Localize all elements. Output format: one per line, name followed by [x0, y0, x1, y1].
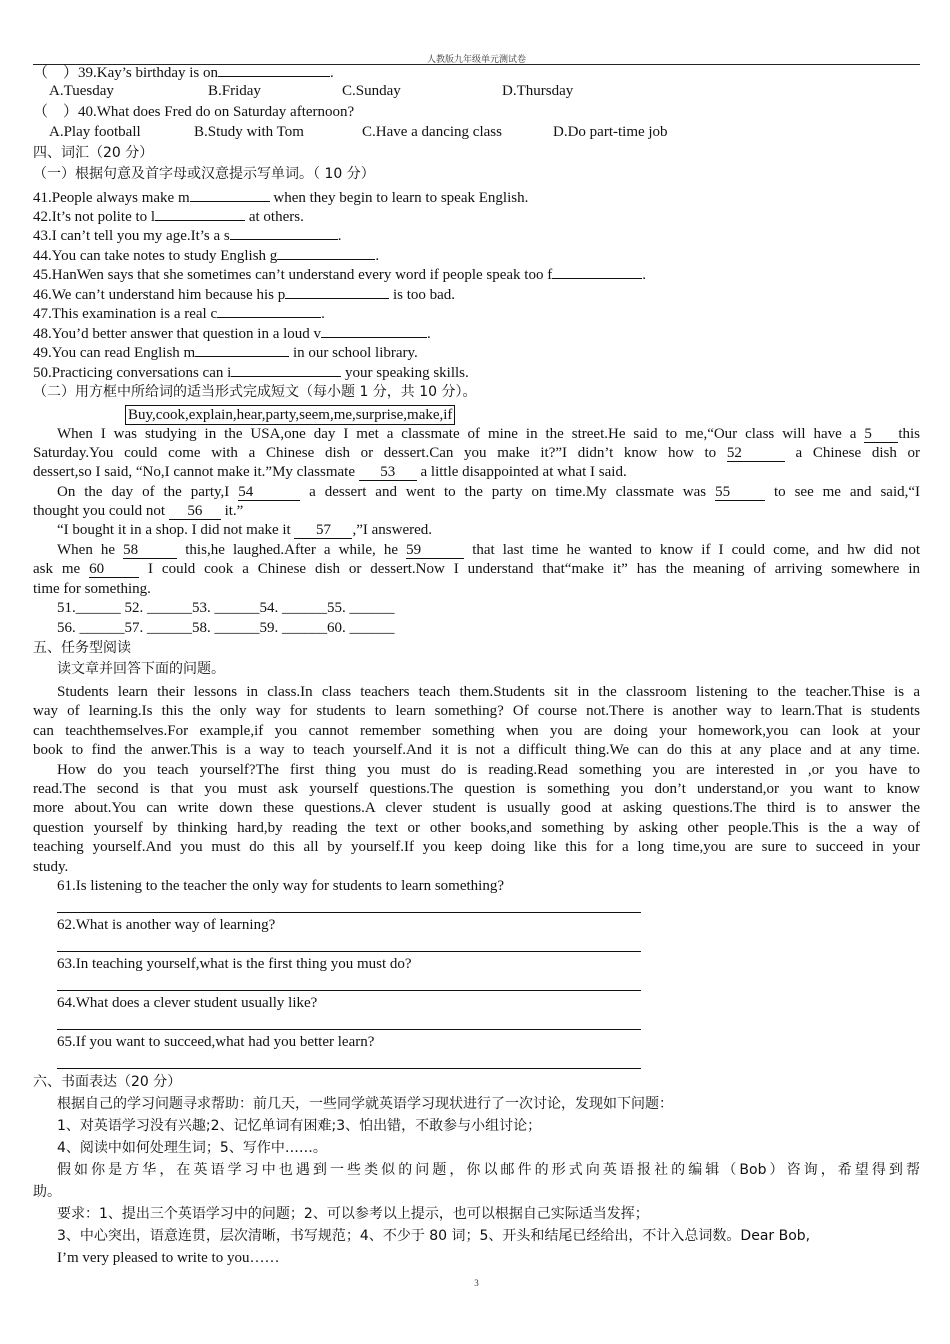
page-header: 人教版九年级单元测试卷 — [426, 55, 526, 65]
item-text: 44.You can take notes to study English g — [33, 248, 278, 264]
section-5-title: 五、任务型阅读 — [33, 640, 131, 656]
answer-blank[interactable] — [218, 62, 330, 77]
passage-line — [33, 502, 243, 521]
answer-row[interactable]: 56. ______57. ______58. ______59. ______60. ______ — [57, 620, 395, 636]
item-text: . — [427, 326, 431, 342]
blank-55[interactable]: 55 — [715, 484, 765, 501]
option-c[interactable]: C.Have a dancing class — [362, 124, 502, 140]
passage-line — [33, 463, 627, 482]
vocab-item-47 — [33, 303, 325, 324]
passage-text: it.” — [224, 503, 244, 519]
option-b[interactable]: B.Friday — [208, 83, 261, 99]
reading-line: study. — [33, 859, 69, 875]
word-box: Buy,cook,explain,hear,party,seem,me,surprise,make,if — [125, 405, 455, 425]
writing-line: 4、阅读中如何处理生词；5、写作中……。 — [57, 1140, 327, 1156]
section-4-part1-title: （一）根据句意及首字母或汉意提示写单词。（ 10 分） — [33, 166, 375, 182]
item-text: . — [642, 267, 646, 283]
section-4-title: 四、词汇（20 分） — [33, 145, 154, 161]
writing-line: 助。 — [33, 1184, 61, 1200]
item-text: 45.HanWen says that she sometimes can’t understand every word if people speak too f — [33, 267, 553, 283]
item-text: 50.Practicing conversations can i — [33, 365, 232, 381]
passage-line: time for something. — [33, 581, 151, 597]
blank-53[interactable]: 53 — [359, 464, 417, 481]
passage-text: When I was studying in the USA,one day I met a classmate of mine in the street.He said to me,“Our class will have a — [57, 426, 857, 442]
section-5-instruction: 读文章并回答下面的问题。 — [57, 661, 225, 677]
answer-line[interactable] — [57, 1029, 641, 1030]
item-text: 46.We can’t understand him because his p — [33, 287, 286, 303]
option-d[interactable]: D.Thursday — [502, 83, 574, 99]
item-text: . — [321, 306, 325, 322]
question-61: 61.Is listening to the teacher the only way for students to learn something? — [57, 878, 504, 894]
vocab-item-44 — [33, 245, 379, 266]
writing-line: 根据自己的学习问题寻求帮助：前几天，一些同学就英语学习现状进行了一次讨论，发现如下问题： — [57, 1096, 673, 1112]
option-a[interactable]: A.Tuesday — [49, 83, 114, 99]
vocab-item-49 — [33, 342, 418, 363]
passage-text: “I bought it in a shop. I did not make it — [57, 522, 291, 538]
item-text: 49.You can read English m — [33, 345, 196, 361]
question-40: （ ）40.What does Fred do on Saturday afternoon? — [33, 104, 355, 120]
question-39-text: （ ）39.Kay’s birthday is on — [33, 65, 218, 81]
item-text: your speaking skills. — [341, 365, 469, 381]
reading-line: can teachthemselves.For example,if you cannot remember something when you are doing your homework,you can look at your — [33, 723, 920, 739]
passage-line — [33, 444, 920, 463]
section-4-part2-title: （二）用方框中所给词的适当形式完成短文（每小题 1 分，共 10 分）。 — [33, 384, 477, 400]
passage-text: a Chinese dish or — [795, 445, 921, 461]
answer-blank[interactable] — [230, 225, 338, 240]
page-number: 3 — [474, 1278, 479, 1288]
answer-blank[interactable] — [231, 362, 341, 377]
answer-blank[interactable] — [277, 245, 375, 260]
item-text: 47.This examination is a real c — [33, 306, 218, 322]
reading-line: way of learning.Is this the only way for students to learn something? Of course not.There is another way to learn.That is students — [33, 703, 920, 719]
question-63: 63.In teaching yourself,what is the first thing you must do? — [57, 956, 412, 972]
answer-blank[interactable] — [285, 284, 389, 299]
passage-text: ask me — [33, 561, 81, 577]
item-text: when they begin to learn to speak English. — [269, 190, 529, 206]
answer-blank[interactable] — [321, 323, 427, 338]
answer-blank[interactable] — [190, 187, 270, 202]
vocab-item-50 — [33, 362, 469, 383]
item-text: . — [337, 228, 342, 244]
vocab-item-45 — [33, 264, 646, 285]
option-c[interactable]: C.Sunday — [342, 83, 401, 99]
option-d[interactable]: D.Do part-time job — [553, 124, 668, 140]
answer-blank[interactable] — [552, 264, 642, 279]
reading-line: question yourself by thinking hard,by reading the text or other books,and something by asking other people.This is the a way of — [33, 820, 920, 836]
answer-row[interactable]: 51.______ 52. ______53. ______54. ______55. ______ — [57, 600, 395, 616]
blank-58[interactable]: 58 — [123, 542, 177, 559]
passage-line — [57, 521, 432, 540]
item-text: at others. — [245, 209, 304, 225]
blank-51[interactable]: 5 — [864, 426, 898, 443]
item-text: 41.People always make m — [33, 190, 190, 206]
answer-blank[interactable] — [195, 342, 289, 357]
item-text: is too bad. — [389, 287, 456, 303]
passage-line — [57, 541, 920, 560]
vocab-item-46 — [33, 284, 455, 305]
item-text: 48.You’d better answer that question in a loud v — [33, 326, 322, 342]
blank-57[interactable]: 57 — [294, 522, 352, 539]
reading-line: How do you teach yourself?The first thing you must do is reading.Read something you are interested in ,or you have to — [57, 762, 920, 778]
answer-blank[interactable] — [155, 206, 245, 221]
blank-60[interactable]: 60 — [89, 561, 139, 578]
section-6-title: 六、书面表达（20 分） — [33, 1074, 182, 1090]
passage-text: a dessert and went to the party on time.My classmate was — [309, 484, 707, 500]
reading-line: Students learn their lessons in class.In class teachers teach them.Students sit in the classroom listening to the teacher.Thise is a — [57, 684, 920, 700]
passage-text: this,he laughed.After a while, he — [185, 542, 398, 558]
answer-line[interactable] — [57, 951, 641, 952]
writing-line: 假如你是方华，在英语学习中也遇到一些类似的问题，你以邮件的形式向英语报社的编辑（Bob）咨询，希望得到帮 — [57, 1162, 920, 1178]
answer-blank[interactable] — [217, 303, 321, 318]
writing-line: I’m very pleased to write to you…… — [57, 1250, 280, 1266]
vocab-item-41 — [33, 187, 528, 208]
reading-line: more about.You can write down these questions.A clever student is usually good at asking questions.The third is to answer the — [33, 800, 920, 816]
passage-text: thought you could not — [33, 503, 166, 519]
passage-line — [33, 560, 920, 579]
blank-54[interactable]: 54 — [238, 484, 300, 501]
passage-text: this — [898, 426, 921, 442]
vocab-item-48 — [33, 323, 431, 344]
item-text: in our school library. — [289, 345, 418, 361]
vocab-item-43 — [33, 225, 342, 246]
vocab-item-42 — [33, 206, 304, 227]
question-64: 64.What does a clever student usually like? — [57, 995, 318, 1011]
answer-line[interactable] — [57, 990, 641, 991]
writing-line: 3、中心突出，语意连贯，层次清晰，书写规范；4、不少于 80 词；5、开头和结尾已经给出，不计入总词数。Dear Bob, — [57, 1228, 811, 1244]
question-62: 62.What is another way of learning? — [57, 917, 276, 933]
passage-text: When he — [57, 542, 116, 558]
reading-line: teaching yourself.And you must do this all by yourself.If you keep doing like this for a long time,you are sure to succeed in your — [33, 839, 920, 855]
passage-text: On the day of the party,I — [57, 484, 230, 500]
option-a[interactable]: A.Play football — [49, 124, 141, 140]
passage-text: Saturday.You could come with a Chinese dish or dessert.Can you make it?”I didn’t know how to — [33, 445, 717, 461]
question-39: （ ）39.Kay’s birthday is on . — [33, 62, 334, 83]
passage-line — [57, 483, 920, 502]
item-text: 43.I can’t tell you my age.It’s a s — [33, 228, 230, 244]
reading-line: book to find the anwer.This is a way to teach yourself.And it is not a difficult thing.We can do this at any place and at any time. — [33, 742, 920, 758]
writing-line: 要求：1、提出三个英语学习中的问题；2、可以参考以上提示，也可以根据自己实际适当发挥； — [57, 1206, 649, 1222]
answer-line[interactable] — [57, 912, 641, 913]
item-text: . — [375, 248, 380, 264]
option-b[interactable]: B.Study with Tom — [194, 124, 304, 140]
blank-56[interactable]: 56 — [169, 503, 221, 520]
passage-line — [57, 425, 920, 444]
passage-text: ,”I answered. — [352, 522, 433, 538]
item-text: 42.It’s not polite to l — [33, 209, 156, 225]
blank-52[interactable]: 52 — [727, 445, 785, 462]
blank-59[interactable]: 59 — [406, 542, 464, 559]
passage-text: that last time he wanted to know if I could come, and hw did not — [472, 542, 920, 558]
question-65: 65.If you want to succeed,what had you better learn? — [57, 1034, 375, 1050]
passage-text: a little disappointed at what I said. — [420, 464, 627, 480]
answer-line[interactable] — [57, 1068, 641, 1069]
passage-text: to see me and said,“I — [773, 484, 921, 500]
passage-text: I could cook a Chinese dish or dessert.Now I understand that“make it” has the meaning of arriving somewhere in — [148, 561, 921, 577]
passage-text: dessert,so I said, “No,I cannot make it.”My classmate — [33, 464, 355, 480]
reading-line: read.The second is that you must ask yourself questions.The question is something you don’t understand,or you want to know — [33, 781, 920, 797]
writing-line: 1、对英语学习没有兴趣;2、记忆单词有困难;3、怕出错，不敢参与小组讨论； — [57, 1118, 542, 1134]
